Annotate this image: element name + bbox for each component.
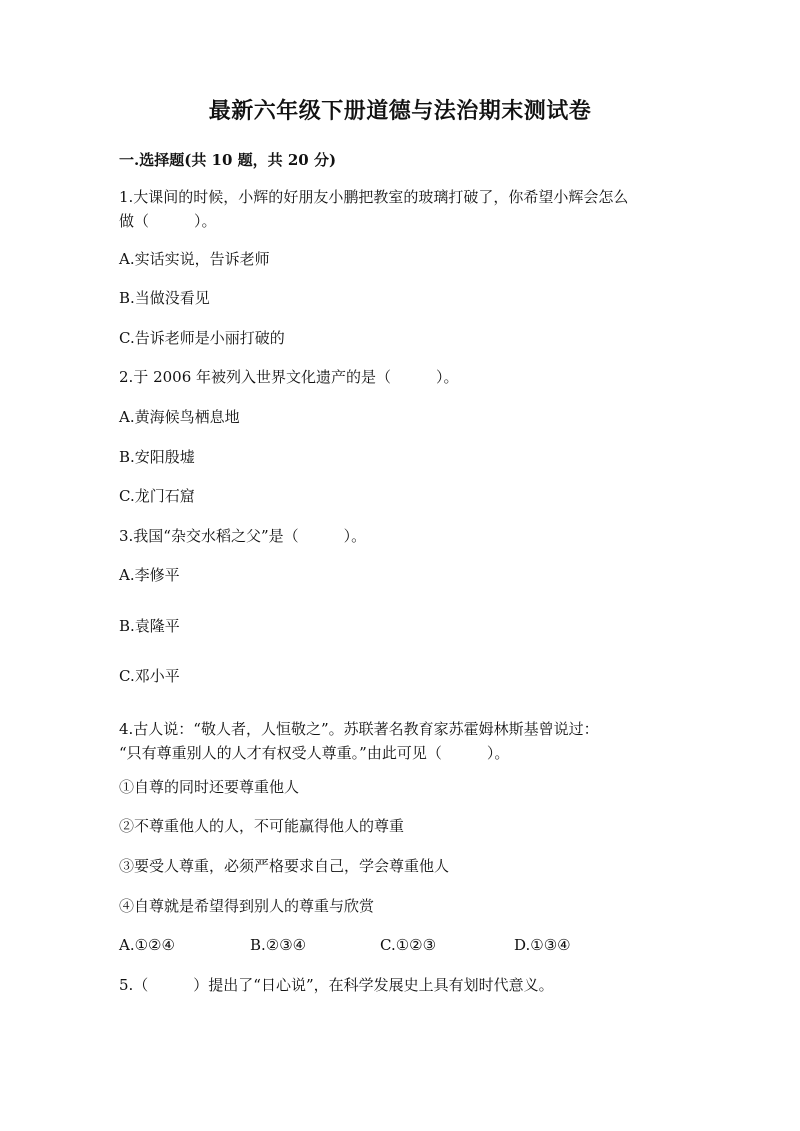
q1-option-b: B.当做没看见 — [119, 289, 210, 307]
q4-option-c: C.①②③ — [380, 936, 437, 954]
q2-option-c: C.龙门石窟 — [119, 487, 195, 505]
q3-stem: 3.我国“杂交水稻之父”是（ ）。 — [119, 527, 367, 545]
q1-stem-line1: 1.大课间的时候，小辉的好朋友小鹏把教室的玻璃打破了，你希望小辉会怎么 — [119, 188, 629, 206]
q2-option-a: A.黄海候鸟栖息地 — [119, 408, 240, 426]
q1-stem-line2: 做（ ）。 — [119, 212, 217, 230]
q3-option-c: C.邓小平 — [119, 667, 180, 685]
q3-option-b: B.袁隆平 — [119, 617, 180, 635]
q4-options-row — [119, 935, 679, 955]
q2-option-b: B.安阳殷墟 — [119, 448, 195, 466]
q4-stem-line1: 4.古人说：“敬人者，人恒敬之”。苏联著名教育家苏霍姆林斯基曾说过： — [119, 720, 599, 738]
q4-option-a: A.①②④ — [119, 936, 175, 954]
q2-stem: 2.于 2006 年被列入世界文化遗产的是（ ）。 — [119, 368, 459, 386]
q3-option-a: A.李修平 — [119, 566, 180, 584]
q5-stem: 5.（ ）提出了“日心说”，在科学发展史上具有划时代意义。 — [119, 976, 554, 994]
q4-option-d: D.①③④ — [514, 936, 571, 954]
q4-statement-3: ③要受人尊重，必须严格要求自己，学会尊重他人 — [119, 857, 450, 875]
q4-statement-4: ④自尊就是希望得到别人的尊重与欣赏 — [119, 897, 375, 915]
q4-option-b: B.②③④ — [250, 936, 307, 954]
q4-stem-line2: “只有尊重别人的人才有权受人尊重。”由此可见（ ）。 — [119, 744, 510, 762]
q4-statement-1: ①自尊的同时还要尊重他人 — [119, 778, 300, 796]
page-title: 最新六年级下册道德与法治期末测试卷 — [208, 98, 592, 124]
q4-statement-2: ②不尊重他人的人，不可能赢得他人的尊重 — [119, 817, 405, 835]
q1-option-a: A.实话实说，告诉老师 — [119, 250, 270, 268]
q1-option-c: C.告诉老师是小丽打破的 — [119, 329, 285, 347]
section-heading: 一.选择题(共 10 题，共 20 分) — [119, 151, 337, 169]
